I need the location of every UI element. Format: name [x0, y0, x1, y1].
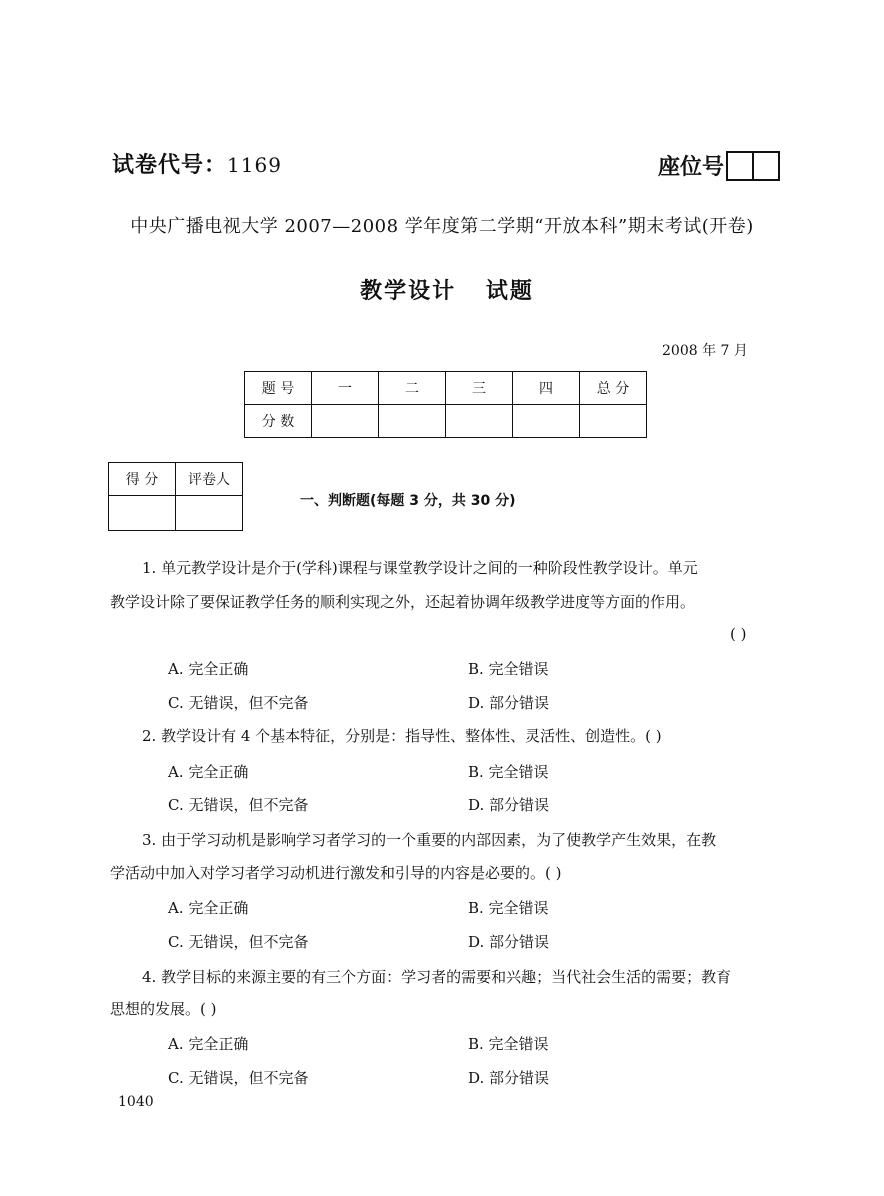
- score-cell[interactable]: [513, 405, 580, 438]
- section-title: 一、判断题(每题 3 分，共 30 分): [300, 493, 516, 509]
- score-table-header-row: [245, 372, 647, 405]
- score-header-cell: 总 分: [580, 372, 647, 405]
- option-d[interactable]: D. 部分错误: [468, 933, 550, 951]
- option-c[interactable]: C. 无错误，但不完备: [168, 1069, 309, 1087]
- score-table: [244, 371, 647, 438]
- seat-number: [658, 150, 780, 181]
- option-b[interactable]: B. 完全错误: [468, 763, 549, 781]
- grader-table: [108, 462, 243, 531]
- seat-number-label: 座位号: [658, 155, 725, 180]
- option-b[interactable]: B. 完全错误: [468, 660, 549, 678]
- option-a[interactable]: A. 完全正确: [168, 660, 249, 678]
- question-4-line-2: 思想的发展。( ): [110, 1000, 217, 1018]
- score-header-cell: 三: [446, 372, 513, 405]
- grader-name-header: 评卷人: [176, 463, 243, 496]
- score-cell[interactable]: [580, 405, 647, 438]
- question-2-line-1: 2. 教学设计有 4 个基本特征，分别是：指导性、整体性、灵活性、创造性。( ): [142, 727, 662, 745]
- question-3-line-2: 学活动中加入对学习者学习动机进行激发和引导的内容是必要的。( ): [110, 864, 562, 882]
- option-c[interactable]: C. 无错误，但不完备: [168, 933, 309, 951]
- option-a[interactable]: A. 完全正确: [168, 763, 249, 781]
- score-row-label: 分 数: [245, 405, 312, 438]
- grader-name-cell[interactable]: [176, 496, 243, 531]
- score-header-cell: 二: [379, 372, 446, 405]
- exam-date: 2008 年 7 月: [662, 343, 748, 359]
- question-1-answer-blank[interactable]: ( ): [730, 625, 747, 643]
- option-a[interactable]: A. 完全正确: [168, 1035, 249, 1053]
- grader-score-cell[interactable]: [109, 496, 176, 531]
- page-number: 1040: [118, 1094, 154, 1110]
- score-cell[interactable]: [446, 405, 513, 438]
- exam-code-value: 1169: [227, 153, 282, 177]
- option-a[interactable]: A. 完全正确: [168, 899, 249, 917]
- subject-title: 教学设计 试题: [360, 279, 534, 304]
- question-4-line-1: 4. 教学目标的来源主要的有三个方面：学习者的需要和兴趣；当代社会生活的需要；教育: [142, 968, 732, 986]
- question-1-line-2: 教学设计除了要保证教学任务的顺利实现之外，还起着协调年级教学进度等方面的作用。: [110, 593, 696, 611]
- option-d[interactable]: D. 部分错误: [468, 694, 550, 712]
- score-header-cell: 一: [312, 372, 379, 405]
- score-header-cell: 题 号: [245, 372, 312, 405]
- score-cell[interactable]: [379, 405, 446, 438]
- grader-score-header: 得 分: [109, 463, 176, 496]
- exam-code: [112, 148, 282, 179]
- option-b[interactable]: B. 完全错误: [468, 1035, 549, 1053]
- question-1-line-1: 1. 单元教学设计是介于(学科)课程与课堂教学设计之间的一种阶段性教学设计。单元: [142, 559, 698, 577]
- score-table-value-row: [245, 405, 647, 438]
- option-d[interactable]: D. 部分错误: [468, 1069, 550, 1087]
- score-header-cell: 四: [513, 372, 580, 405]
- question-3-line-1: 3. 由于学习动机是影响学习者学习的一个重要的内部因素，为了使教学产生效果，在教: [142, 831, 717, 849]
- university-line: 中央广播电视大学 2007—2008 学年度第二学期“开放本科”期末考试(开卷): [130, 216, 754, 237]
- option-d[interactable]: D. 部分错误: [468, 796, 550, 814]
- score-cell[interactable]: [312, 405, 379, 438]
- option-b[interactable]: B. 完全错误: [468, 899, 549, 917]
- seat-number-boxes: [726, 151, 780, 181]
- option-c[interactable]: C. 无错误，但不完备: [168, 796, 309, 814]
- exam-code-label: 试卷代号：: [112, 153, 228, 178]
- option-c[interactable]: C. 无错误，但不完备: [168, 694, 309, 712]
